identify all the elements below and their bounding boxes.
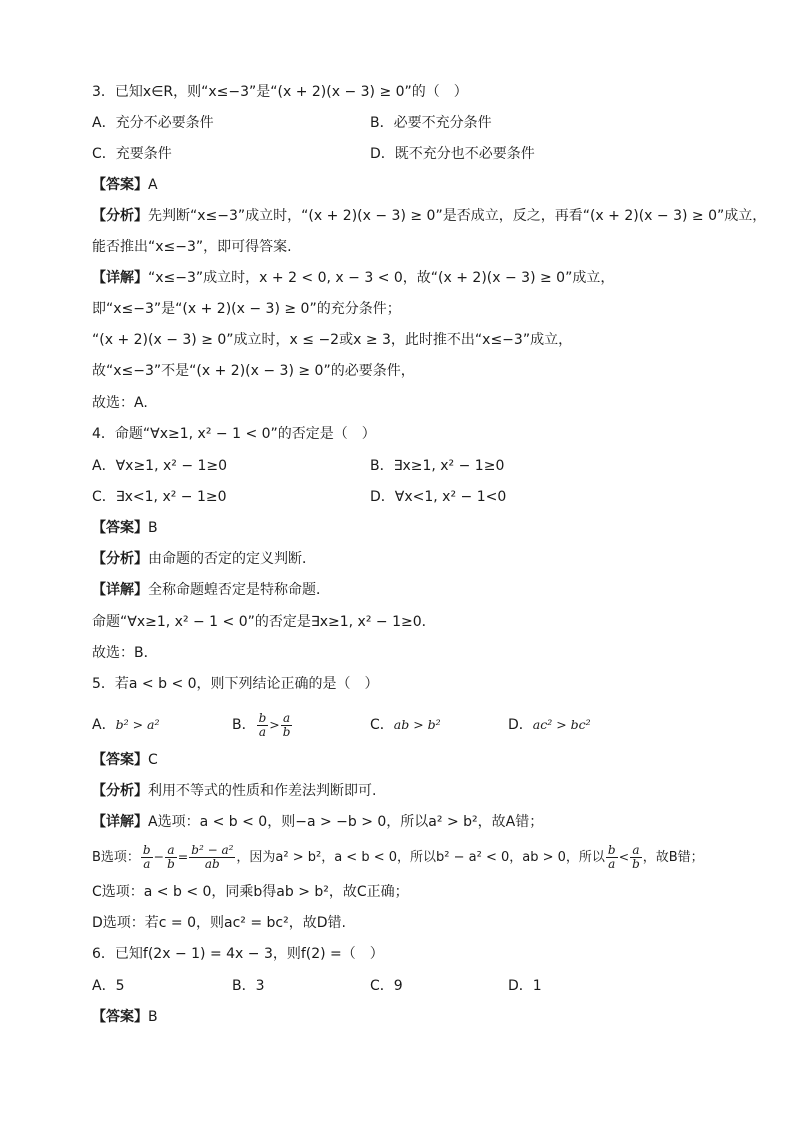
- detail-tag: 【详解】: [92, 814, 148, 830]
- denominator: b: [167, 857, 175, 871]
- q4-options-row-1: [92, 456, 505, 476]
- q4-option-a: A．∀x≥1, x² − 1≥0: [92, 458, 228, 474]
- q4-option-c: C．∃x<1, x² − 1≥0: [92, 489, 227, 505]
- option-label: C．: [370, 717, 394, 733]
- q3-option-d: D．既不充分也不必要条件: [370, 146, 535, 162]
- q3-option-a: A．充分不必要条件: [92, 115, 214, 131]
- q3-analysis-line-2: 能否推出“x≤−3”，即可得答案.: [92, 239, 292, 255]
- q3-stem: 3．已知x∈R，则“x≤−3”是“(x + 2)(x − 3) ≥ 0”的（ ）: [92, 84, 468, 100]
- detail-text: ，因为a² > b²，a < b < 0，所以b² − a² < 0，ab > 0，所以: [236, 850, 605, 865]
- detail-tag: 【详解】: [92, 270, 148, 286]
- q3-options-row-1: [92, 113, 492, 133]
- q3-answer: [92, 175, 158, 195]
- operator: <: [618, 849, 630, 864]
- answer-tag: 【答案】: [92, 752, 148, 768]
- analysis-text: 先判断“x≤−3”成立时，“(x + 2)(x − 3) ≥ 0”是否成立，反之，再看“(x + 2)(x − 3) ≥ 0”成立，: [148, 208, 767, 224]
- detail-text: A选项：a < b < 0，则−a > −b > 0，所以a² > b²，故A错；: [148, 814, 544, 830]
- q5-option-b: [232, 708, 293, 742]
- q4-options-row-2: [92, 487, 507, 507]
- answer-value: A: [148, 177, 158, 193]
- q3-option-b: B．必要不充分条件: [370, 115, 492, 131]
- q3-detail-line-1: [92, 268, 614, 288]
- q5-detail-line-1: [92, 812, 543, 832]
- option-expr: ac² > bc²: [532, 717, 591, 732]
- detail-tag: 【详解】: [92, 582, 148, 598]
- q4-detail-line-1: [92, 580, 330, 600]
- numerator: a: [165, 844, 177, 858]
- numerator: a: [630, 844, 642, 858]
- fraction: [606, 844, 618, 871]
- analysis-tag: 【分析】: [92, 551, 148, 567]
- numerator: b: [258, 710, 267, 725]
- answer-tag: 【答案】: [92, 1009, 148, 1025]
- fraction: [165, 844, 177, 871]
- fraction: [257, 712, 269, 739]
- q6-answer: [92, 1007, 158, 1027]
- q3-options-row-2: [92, 144, 535, 164]
- analysis-tag: 【分析】: [92, 783, 148, 799]
- fraction: [141, 844, 153, 871]
- q6-option-b: B．3: [232, 978, 265, 994]
- option-label: B．: [232, 717, 256, 733]
- option-expr: ab > b²: [393, 717, 441, 732]
- q3-detail-line-3: “(x + 2)(x − 3) ≥ 0”成立时，x ≤ −2或x ≥ 3，此时推不出“x≤−3”成立，: [92, 332, 573, 348]
- q4-answer: [92, 518, 158, 538]
- answer-value: B: [148, 1009, 158, 1025]
- detail-text: “x≤−3”成立时，x + 2 < 0, x − 3 < 0，故“(x + 2)(x − 3) ≥ 0”成立，: [148, 270, 615, 286]
- q6-option-c: C．9: [370, 978, 403, 994]
- answer-tag: 【答案】: [92, 177, 148, 193]
- q5-detail-line-3: C选项：a < b < 0，同乘b得ab > b²，故C正确；: [92, 884, 409, 900]
- q6-option-a: A．5: [92, 978, 125, 994]
- q3-detail-line-2: 即“x≤−3”是“(x + 2)(x − 3) ≥ 0”的充分条件；: [92, 301, 401, 317]
- detail-text: 全称命题蝗否定是特称命题．: [148, 582, 330, 598]
- operator: >: [269, 717, 280, 732]
- denominator: b: [632, 857, 640, 871]
- q3-option-c: C．充要条件: [92, 146, 172, 162]
- denominator: a: [143, 857, 151, 871]
- denominator: b: [282, 724, 291, 739]
- q4-detail-line-2: 命题“∀x≥1, x² − 1 < 0”的否定是∃x≥1, x² − 1≥0．: [92, 614, 436, 630]
- analysis-tag: 【分析】: [92, 208, 148, 224]
- detail-prefix: B选项：: [92, 850, 140, 865]
- operator: −: [153, 849, 165, 864]
- q5-analysis: [92, 781, 376, 801]
- analysis-text: 利用不等式的性质和作差法判断即可.: [148, 783, 377, 799]
- q5-option-d: [508, 708, 591, 742]
- q5-option-c: [370, 708, 441, 742]
- answer-tag: 【答案】: [92, 520, 148, 536]
- numerator: a: [281, 712, 293, 726]
- fraction: [189, 844, 235, 871]
- q6-stem: 6．已知f(2x − 1) = 4x − 3，则f(2) =（ ）: [92, 946, 384, 962]
- q3-analysis-line-1: [92, 206, 766, 226]
- q5-stem: 5．若a < b < 0，则下列结论正确的是（ ）: [92, 676, 379, 692]
- q4-option-b: B．∃x≥1, x² − 1≥0: [370, 458, 505, 474]
- numerator: b² − a²: [191, 843, 234, 857]
- detail-text: ，故B错；: [642, 850, 704, 865]
- analysis-text: 由命题的否定的定义判断．: [148, 551, 316, 567]
- denominator: a: [258, 724, 267, 739]
- option-expr: b² > a²: [115, 717, 160, 732]
- answer-value: B: [148, 520, 158, 536]
- denominator: ab: [204, 857, 220, 871]
- denominator: a: [608, 857, 616, 871]
- numerator: b: [142, 843, 151, 857]
- q5-answer: [92, 750, 158, 770]
- fraction: [630, 844, 642, 871]
- q5-detail-line-4: D选项：若c = 0，则ac² = bc²，故D错.: [92, 915, 346, 931]
- q4-stem: 4．命题“∀x≥1, x² − 1 < 0”的否定是（ ）: [92, 426, 376, 442]
- q4-option-d: D．∀x<1, x² − 1<0: [370, 489, 507, 505]
- q6-option-d: D．1: [508, 978, 542, 994]
- q3-detail-line-4: 故“x≤−3”不是“(x + 2)(x − 3) ≥ 0”的必要条件，: [92, 363, 415, 379]
- q4-analysis: [92, 549, 316, 569]
- operator: =: [177, 849, 189, 864]
- option-label: D．: [508, 717, 533, 733]
- fraction: [281, 712, 293, 739]
- numerator: b: [607, 843, 616, 857]
- q5-detail-line-2: [92, 840, 704, 874]
- q3-conclusion: 故选：A.: [92, 395, 148, 411]
- option-label: A．: [92, 717, 116, 733]
- answer-value: C: [148, 752, 158, 768]
- q4-conclusion: 故选：B．: [92, 645, 158, 661]
- q5-option-a: [92, 708, 159, 742]
